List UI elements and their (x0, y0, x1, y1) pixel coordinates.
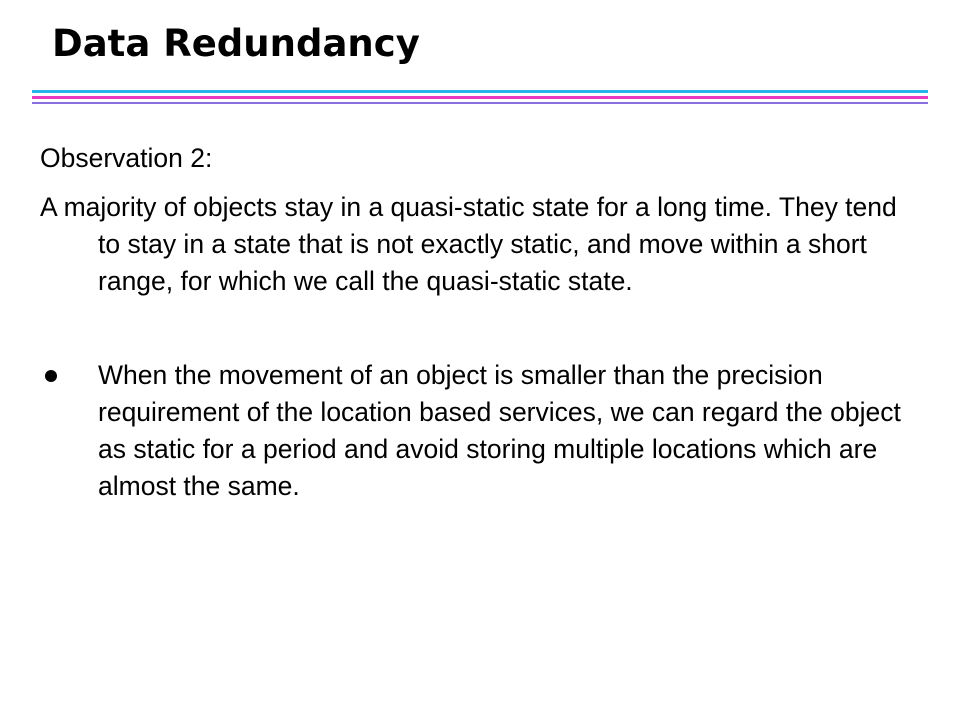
slide-title: Data Redundancy (52, 22, 420, 65)
bullet-item (40, 357, 920, 505)
bullet-dot-icon (45, 370, 57, 382)
title-rule-middle (32, 96, 928, 99)
title-rule-bottom (32, 102, 928, 104)
bullet-text: When the movement of an object is smaller than the precision requirement of the location based services, we can regard the object as static for a period and avoid storing multiple locations which are almost the same. (98, 360, 901, 501)
slide-body (40, 140, 920, 505)
observation-paragraph: A majority of objects stay in a quasi-static state for a long time. They tend to stay in a state that is not exactly static, and move within a short range, for which we call the quasi-static state. (40, 192, 897, 296)
observation-label: Observation 2: (40, 143, 213, 173)
title-rule-top (32, 90, 928, 93)
